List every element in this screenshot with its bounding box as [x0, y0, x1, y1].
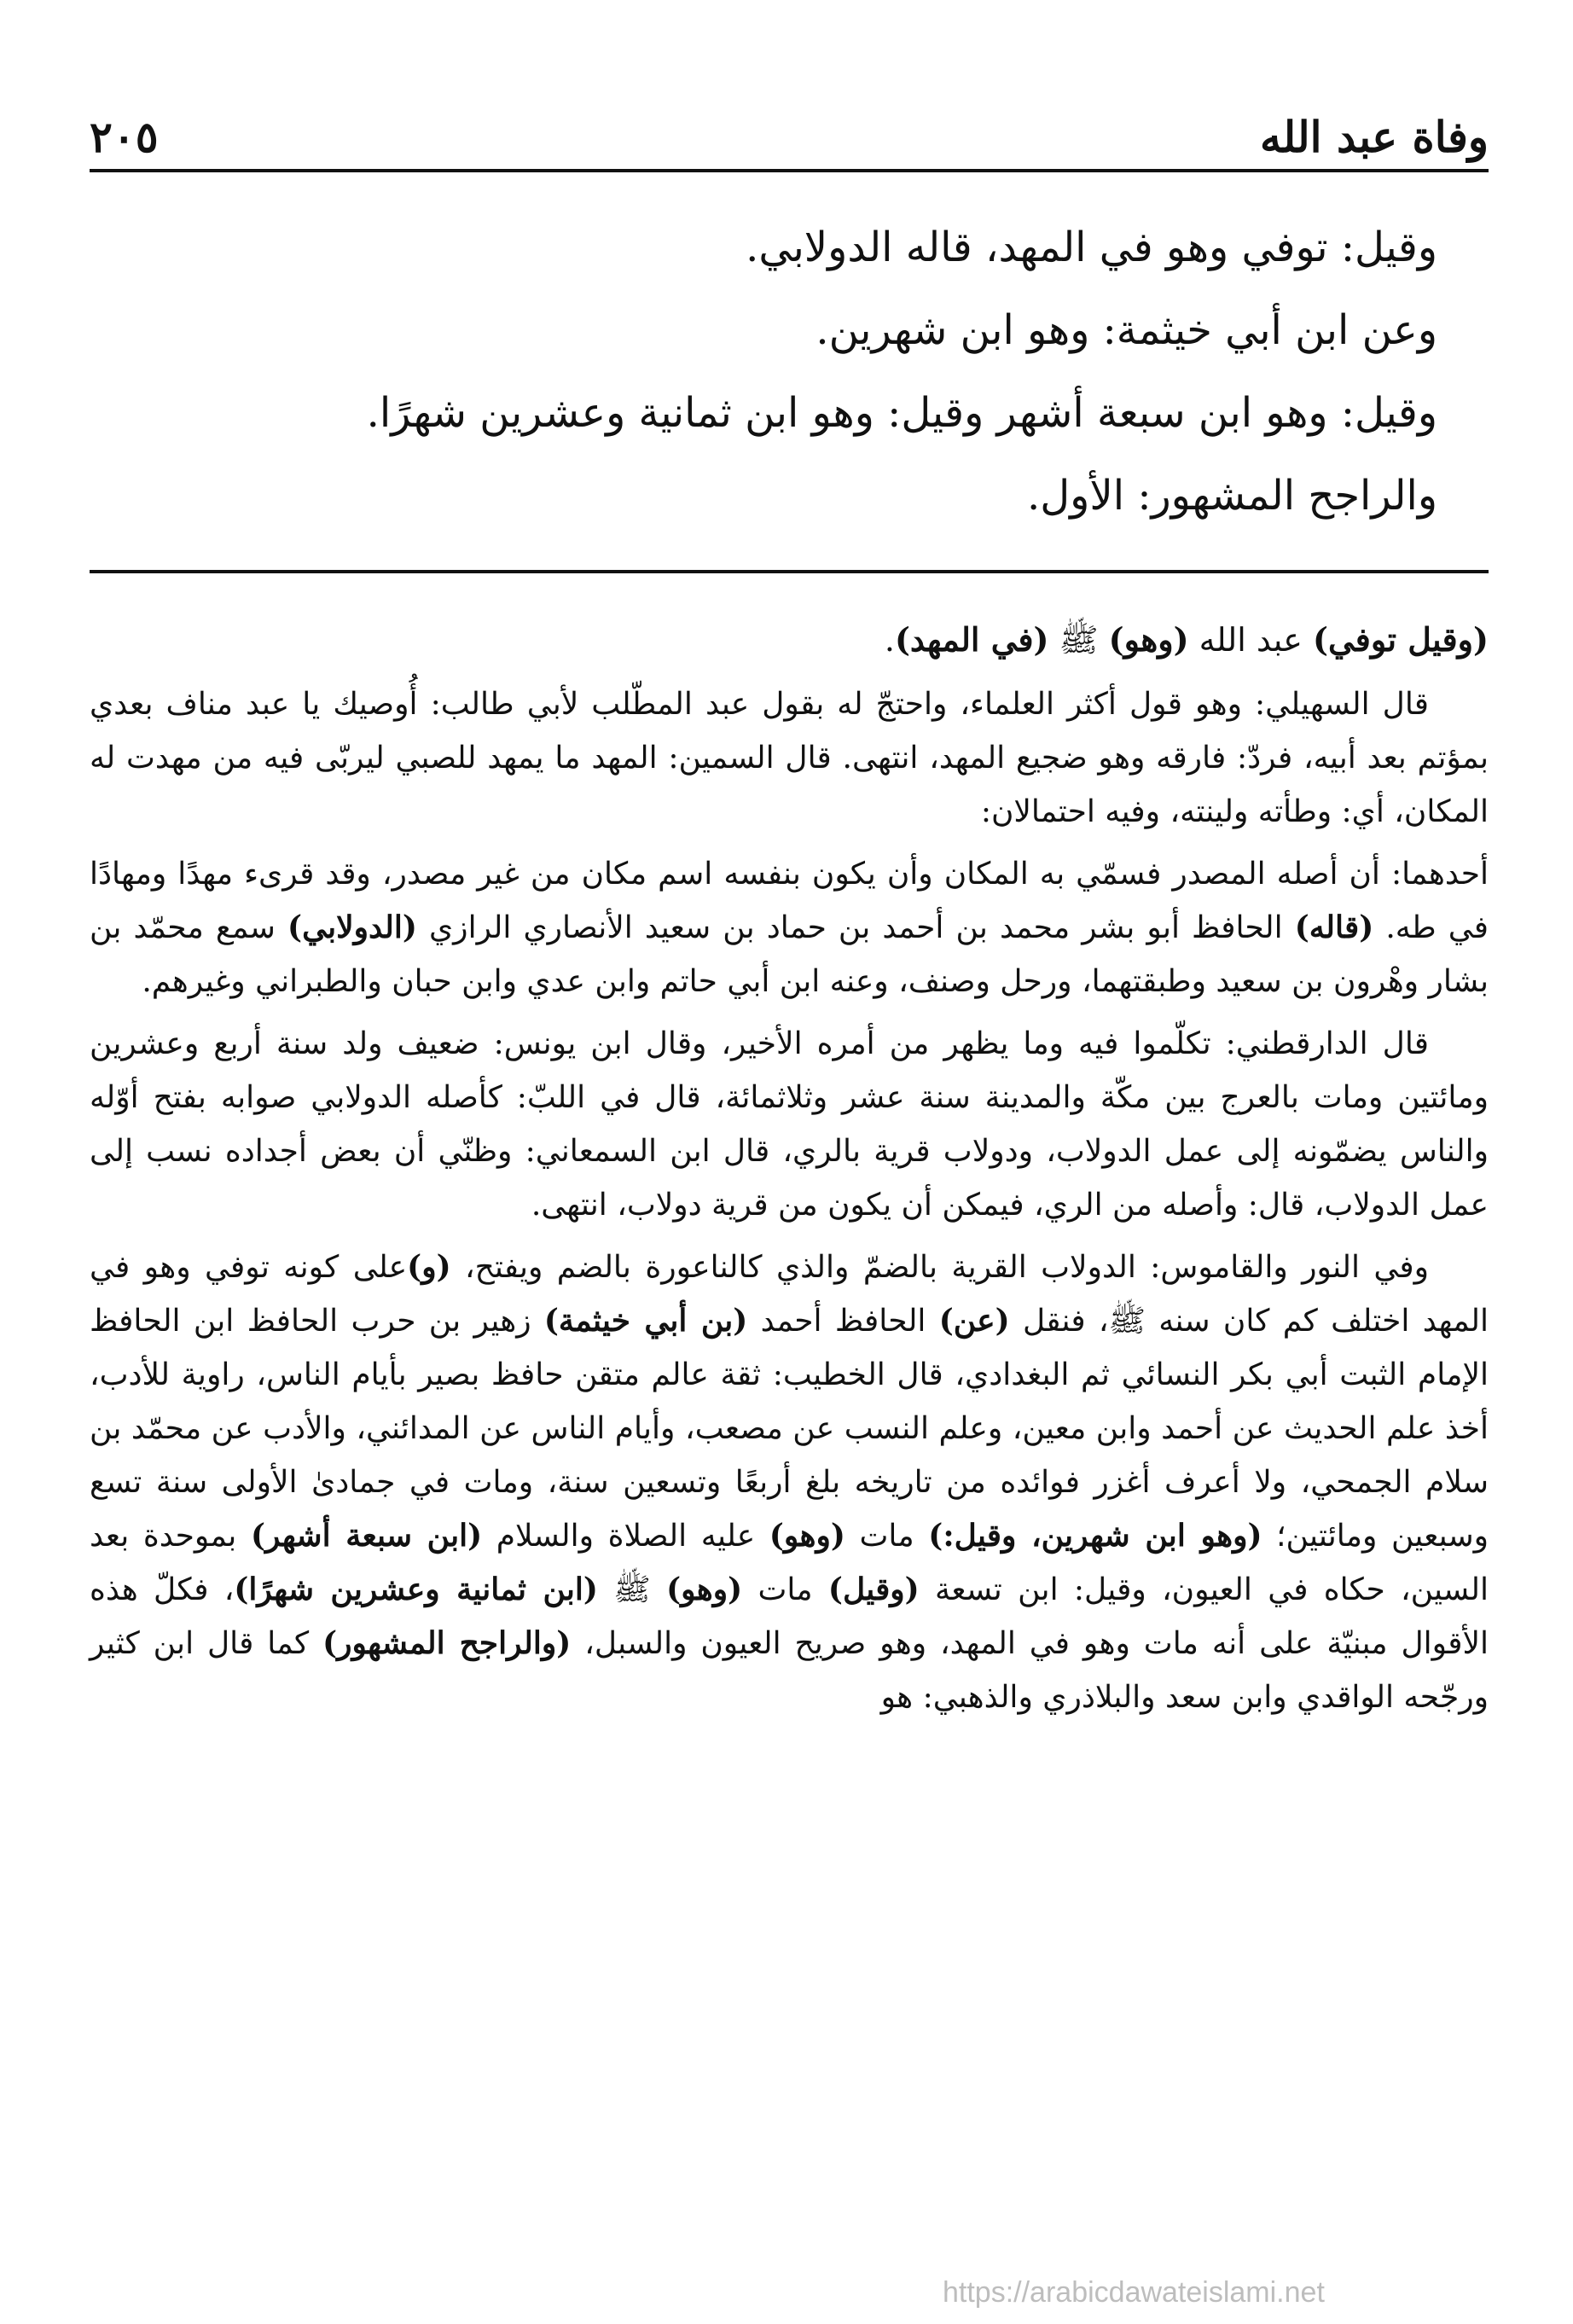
paragraph-text: مات: [845, 1519, 929, 1554]
lemma-bold: (عن): [938, 1303, 1010, 1339]
lemma-bold: (قاله): [1294, 909, 1374, 945]
lemma-bold: (وهو): [769, 1518, 845, 1554]
paragraph-text: وفي النور والقاموس: الدولاب القرية بالضمّ والذي كالناعورة بالضم ويفتح،: [450, 1250, 1429, 1285]
document-page: [90, 94, 1489, 1724]
commentary-paragraph: قال السهيلي: وهو قول أكثر العلماء، واحتجّ له بقول عبد المطّلب لأبي طالب: أُوصيك يا عبد مناف بعدي بمؤتم بعد أبيه، فردّ: فارقه وهو ضجيع المهد، انتهى. قال السمين: المهد ما يمهد للصبي ليربّى فيه من مهدت له المكان، أي: وطأته ولينته، وفيه احتمالان:: [90, 687, 1489, 829]
lemma-text: ﷺ: [1048, 621, 1109, 659]
lemma-bold: (وهو): [1108, 620, 1189, 659]
header-rule: [90, 169, 1489, 172]
paragraph-text: الحافظ أحمد: [747, 1304, 939, 1339]
lemma-text: .: [884, 621, 895, 659]
main-text-line: وعن ابن أبي خيثمة: وهو ابن شهرين.: [816, 306, 1437, 354]
lemma-bold: (وقيل): [827, 1572, 920, 1607]
lemma-bold: (في المهد): [894, 620, 1049, 659]
watermark-url: https://arabicdawateislami.net: [943, 2276, 1325, 2309]
paragraph-text: ﷺ: [597, 1572, 667, 1607]
lemma-bold: (بن أبي خيثمة): [543, 1303, 748, 1339]
paragraph-text: كما قال ابن كثير ورجّحه الواقدي وابن سعد والبلاذري والذهبي: هو: [90, 1626, 1489, 1715]
paragraph-text: سمع محمّد بن بشار وهْرون بن سعيد وطبقتهما، ورحل وصنف، وعنه ابن أبي حاتم وابن عدي وابن حبان والطبراني وغيرهم.: [90, 910, 1489, 999]
paragraph-text: زهير بن حرب الحافظ ابن الحافظ الإمام الثبت أبي بكر النسائي ثم البغدادي، قال الخطيب: ثقة عالم متقن حافظ بصير بأيام الناس، راوية للأدب، أخذ علم الحديث عن أحمد وابن معين، وعلم النسب عن مصعب، وأيام الناس عن المدائني، والأدب عن محمّد بن سلام الجمحي، ولا أعرف أغزر فوائده من تاريخه بلغ أربعًا وتسعين سنة، ومات في جمادیٰ الأولى سنة تسع وسبعين ومائتين؛: [90, 1304, 1489, 1554]
commentary-paragraph: قال الدارقطني: تكلّموا فيه وما يظهر من أمره الأخير، وقال ابن يونس: ضعيف ولد سنة أربع وعشرين ومائتين ومات بالعرج بين مكّة والمدينة سنة عشر وثلاثمائة، قال في اللبّ: كأصله الدولابي صوابه بفتح أوّله والناس يضمّونه إلى عمل الدولاب، ودولاب قرية بالري، قال ابن السمعاني: وظنّي أن بعض أجداده نسب إلى عمل الدولاب، قال: وأصله من الري، فيمكن أن يكون من قرية دولاب، انتهى.: [90, 1026, 1489, 1223]
paragraph-text: عليه الصلاة والسلام: [482, 1519, 769, 1554]
lemma-bold: (وهو): [666, 1572, 743, 1607]
running-title: وفاة عبد الله: [1260, 112, 1489, 162]
main-text-line: وقيل: توفي وهو في المهد، قاله الدولابي.: [746, 224, 1437, 271]
lemma-bold: (والراجح المشهور): [322, 1625, 572, 1661]
page-number: ٢٠٥: [90, 112, 159, 162]
lemma-text: عبد الله: [1188, 621, 1313, 659]
paragraph-text: أحدهما: أن أصله المصدر فسمّي به المكان وأن يكون بنفسه اسم مكان من غير مصدر، وقد قرىء مهدًا ومهادًا في طه.: [90, 857, 1489, 945]
main-text-line: والراجح المشهور: الأول.: [1027, 472, 1437, 520]
lemma-bold: (ابن سبعة أشهر): [250, 1518, 483, 1554]
paragraph-text: ، فكلّ هذه الأقوال مبنيّة على أنه مات وهو في المهد، وهو صريح العيون والسبل،: [90, 1572, 1489, 1661]
paragraph-text: على كونه توفي وهو في المهد اختلف كم كان سنه ﷺ، فنقل: [90, 1250, 1489, 1339]
running-head: [90, 94, 1489, 162]
lemma-bold: (وهو ابن شهرين، وقيل:): [928, 1518, 1262, 1554]
commentary-divider: [90, 570, 1489, 573]
main-text: [90, 206, 1489, 537]
lemma-bold: (وقيل توفي): [1313, 620, 1489, 659]
lemma-bold: (الدولابي): [287, 909, 417, 945]
commentary-paragraph: [90, 1240, 1489, 1724]
lemma-bold: (ابن ثمانية وعشرين شهرًا): [234, 1572, 598, 1607]
commentary-lemma: [90, 613, 1489, 667]
paragraph-text: الحافظ أبو بشر محمد بن أحمد بن حماد بن سعيد الأنصاري الرازي: [416, 910, 1295, 945]
paragraph-text: بموحدة بعد السين، حكاه في العيون، وقيل: ابن تسعة: [90, 1519, 1489, 1607]
paragraph-text: مات: [742, 1572, 828, 1607]
commentary-paragraph: [90, 847, 1489, 1008]
commentary: [90, 613, 1489, 1724]
main-text-line: وقيل: وهو ابن سبعة أشهر وقيل: وهو ابن ثمانية وعشرين شهرًا.: [366, 389, 1437, 437]
lemma-bold: (و): [407, 1249, 451, 1285]
